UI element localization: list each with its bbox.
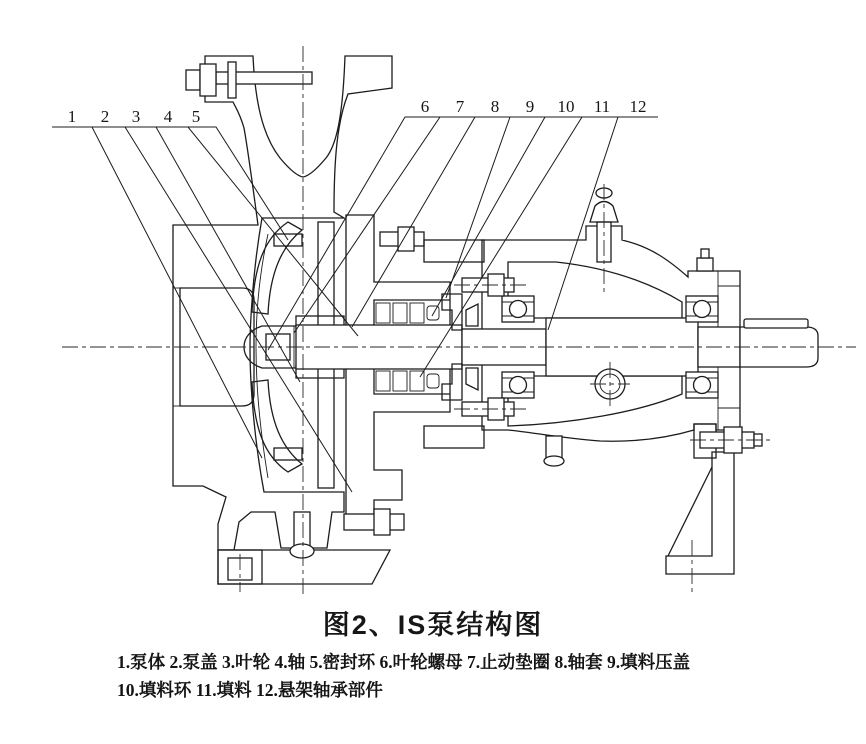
centerlines	[62, 46, 856, 598]
callout-11: 11	[593, 97, 611, 116]
callout-10: 10	[557, 97, 575, 116]
callout-7: 7	[455, 97, 465, 116]
support-leg	[666, 424, 770, 592]
pump-body-casing	[173, 56, 392, 550]
callout-12: 12	[629, 97, 647, 116]
figure-title: 图2、IS泵结构图	[322, 610, 544, 640]
shaft-key	[744, 319, 808, 328]
callout-1: 1	[67, 107, 77, 126]
frame-drain-plug	[544, 436, 564, 466]
callout-6: 6	[420, 97, 430, 116]
callout-2: 2	[100, 107, 110, 126]
bearing-cap-bolt	[697, 249, 713, 271]
discharge-flange-stud-bolt	[186, 62, 312, 98]
callout-5: 5	[191, 107, 201, 126]
callout-9: 9	[525, 97, 535, 116]
callout-leaders	[52, 117, 658, 492]
callout-4: 4	[163, 107, 173, 126]
figure-caption	[117, 648, 797, 704]
caption-line-2: 10.填料环 11.填料 12.悬架轴承部件	[117, 680, 383, 700]
casing-drain-plug	[290, 512, 314, 558]
caption-line-1: 1.泵体 2.泵盖 3.叶轮 4.轴 5.密封环 6.叶轮螺母 7.止动垫圈 8.轴套 9.填料压盖	[117, 652, 691, 672]
pump-cover	[344, 215, 450, 535]
callout-8: 8	[490, 97, 500, 116]
callout-3: 3	[131, 107, 141, 126]
oil-filler-cap	[590, 184, 618, 294]
callout-numbers	[68, 97, 647, 126]
